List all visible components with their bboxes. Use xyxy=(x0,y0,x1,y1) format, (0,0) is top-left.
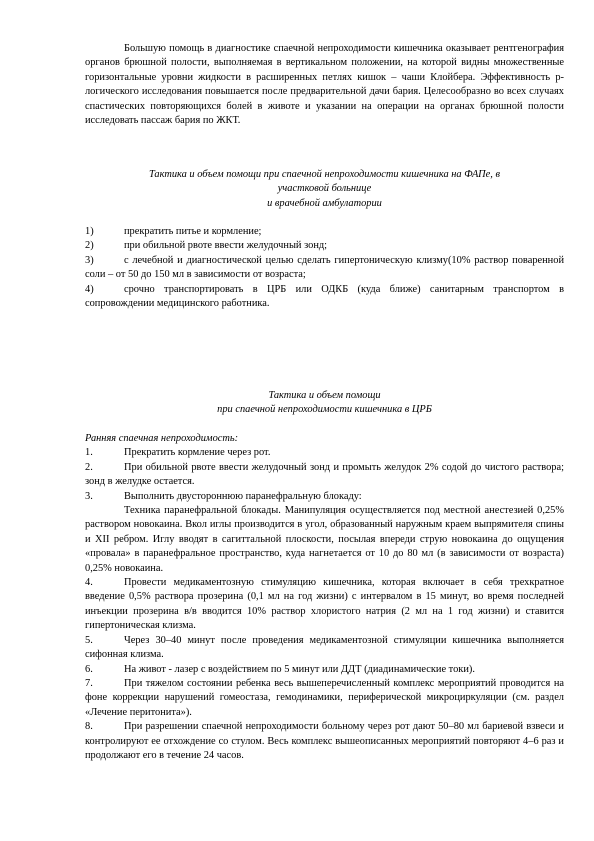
list-item xyxy=(85,663,564,677)
section2-title xyxy=(85,389,564,418)
section2-title-line2: при спаечной непроходимости кишечника в ЦРБ xyxy=(217,404,432,416)
list-item-number: 1) xyxy=(85,226,94,237)
list-item xyxy=(85,720,564,763)
list-item-text: При разрешении спаечной непроходимости больному через рот дают 50–80 мл бариевой взвеси и контролируют ее отхождение со стулом. Весь комплекс вышеописанных мероприятий повторяют 4–6 раз и продолжают его в течение 24 часов. xyxy=(85,721,564,761)
list-item-text: При обильной рвоте ввести желудочный зонд и промыть желудок 2% содой до чистого раствора; зонд в желудке остается. xyxy=(85,461,564,488)
list-item xyxy=(85,239,564,253)
list-item-number: 8. xyxy=(85,721,93,733)
list-item-text: срочно транспортировать в ЦРБ или ОДКБ (куда ближе) санитарным транспортом в сопровождении медицинского работника. xyxy=(85,283,564,310)
section2-list xyxy=(85,432,564,763)
section2-title-line1: Тактика и объем помощи xyxy=(268,390,381,401)
list-item xyxy=(85,504,564,576)
list-item xyxy=(85,283,564,312)
list-item-number: 6. xyxy=(85,663,93,675)
list-item xyxy=(85,254,564,283)
list-item-number: 4) xyxy=(85,283,94,295)
list-item xyxy=(85,446,564,460)
list-item-number: 3) xyxy=(85,254,94,266)
list-item-text: Техника паранефральной блокады. Манипуляция осуществляется под местной анестезией 0,25% раствором новокаина. Вкол иглы производится в угол, образованный наружным краем выпрямителя спины и XII ребром. Иглу вводят в сагиттальной плоскости, посылая впереди струю новокаина до ощущения «провала» в паранефральное пространство, куда нагнетается от 10 до 80 мл (в зависимости от возраста) 0,25% новокаина. xyxy=(85,505,564,574)
list-item-text: при обильной рвоте ввести желудочный зонд; xyxy=(124,240,328,252)
section1-title-line1: Тактика и объем помощи при спаечной непроходимости кишечника на ФАПе, в xyxy=(149,169,500,180)
list-item xyxy=(85,461,564,490)
list-item xyxy=(85,634,564,663)
section2-subheading: Ранняя спаечная непроходимость: xyxy=(85,433,239,444)
list-item xyxy=(85,576,564,634)
list-item-number: 4. xyxy=(85,577,93,589)
list-item-number: 7. xyxy=(85,677,93,689)
list-item-number: 2) xyxy=(85,240,94,252)
list-item-text: При тяжелом состоянии ребенка весь вышеперечисленный комплекс мероприятий проводится на фоне коррекции нарушений гомеостаза, гемодинамики, периферической микроциркуляции (см. раздел «Лечение перитонита»). xyxy=(85,677,564,718)
list-item-text: Провести медикаментозную стимуляцию кишечника, которая включает в себя трехкратное введение 0,5% раствора прозерина (0,1 мл на год жизни) с интервалом в 15 минут, во время последней инъекции прозерина в/в вводится 10% раствор хлористого натрия (2 мл на 1 год жизни) и ставится гипертоническая клизма. xyxy=(85,577,564,632)
intro-paragraph: Большую помощь в диагностике спаечной непроходимости кишечника оказывает рентгенография органов брюшной полости, выполняемая в вертикальном положении, на которой видны множественные горизонтальные уровни жидкости в расширенных петлях кишок – чаши Клойбера. Эффективность р-логического исследования повышается после предварительной дачи бария. Целесообразно во всех случаях спастических повторяющихся болей в животе и указании на операции на органах брюшной полости исследовать пассаж бария по ЖКТ. xyxy=(85,43,564,127)
list-item xyxy=(85,490,564,504)
intro-block xyxy=(85,42,564,128)
section1-list xyxy=(85,225,564,311)
section1-title xyxy=(85,168,564,211)
list-item-number: 1. xyxy=(85,447,93,459)
list-item-text: Выполнить двустороннюю паранефральную блокаду: xyxy=(124,490,362,502)
list-item-text: с лечебной и диагностической целью сделать гипертоническую клизму(10% раствор поваренной соли – от 50 до 150 мл в зависимости от возраста; xyxy=(85,254,564,281)
section1-title-line2: участковой больнице xyxy=(277,183,372,195)
section1-title-line3: и врачебной амбулатории xyxy=(267,197,382,209)
list-item-text: Прекратить кормление через рот. xyxy=(124,447,271,459)
list-item-number: 2. xyxy=(85,461,93,473)
list-item-number: 3. xyxy=(85,490,93,502)
list-item xyxy=(85,225,564,239)
list-item-text: На живот - лазер с воздействием по 5 минут или ДДТ (диадинамические токи). xyxy=(124,663,475,675)
list-item-text: Через 30–40 минут после проведения медикаментозной стимуляции кишечника выполняется сифонная клизма. xyxy=(85,634,564,661)
list-item-number: 5. xyxy=(85,634,93,646)
list-item-text: прекратить питье и кормление; xyxy=(124,226,262,237)
list-item xyxy=(85,677,564,720)
